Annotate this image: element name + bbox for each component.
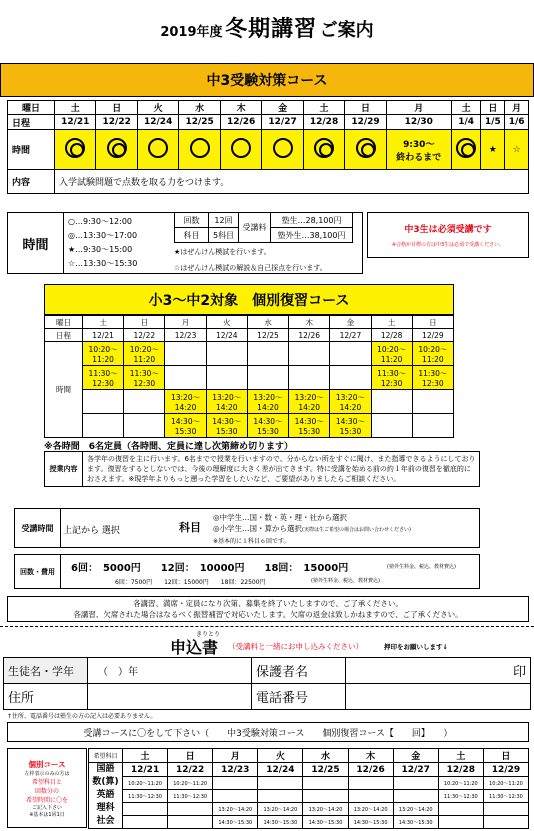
- row-label-time: 時間: [45, 342, 83, 438]
- legend-item: ☆…13:30～15:30: [68, 259, 138, 268]
- row-label-time: 時間: [8, 130, 55, 170]
- weekday-cell: 水: [247, 316, 288, 329]
- slot-option[interactable]: 14:30～15:30: [393, 816, 438, 829]
- weekday-cell: 土: [123, 749, 168, 763]
- slot-cell[interactable]: 13:20～ 14:20: [206, 390, 247, 414]
- date-cell: 12/29: [345, 115, 386, 130]
- course2-time-label: 受講時間: [15, 509, 61, 547]
- guardian-name-label: 保護者名: [252, 658, 346, 684]
- fee-outside: 塾外生…38,100円: [271, 228, 353, 243]
- date-cell: 12/26: [220, 115, 261, 130]
- subject-line-note: (実際は生ご希望の場合はお問い合わせください): [302, 527, 411, 533]
- slot-option[interactable]: 10:20～11:20: [483, 777, 528, 790]
- course1-note-2: ☆はぜんけん模試の解説＆自己採点を行います。: [174, 264, 327, 272]
- side-line: ご記入下さい: [31, 805, 62, 811]
- slot-cell[interactable]: 14:30～ 15:30: [206, 414, 247, 438]
- mark-cell: [451, 130, 481, 170]
- slot-cell[interactable]: 11:30～ 12:30: [83, 366, 124, 390]
- date-cell: 12/25: [179, 115, 220, 130]
- mark-cell: [303, 130, 344, 170]
- form-subtitle: （受講料と一緒にお申し込みください）: [228, 642, 363, 651]
- cut-line: [0, 626, 534, 627]
- empty-slot-cell: [165, 342, 206, 366]
- subject-list-cell[interactable]: [89, 763, 123, 829]
- date-cell: 12/25: [247, 329, 288, 342]
- course2-fees-2: 6回：7500円 12回：15000円 18回：22500円: [115, 579, 266, 586]
- phone-field[interactable]: [346, 684, 531, 710]
- row-label-date: 日程: [8, 115, 55, 130]
- slot-option[interactable]: 13:20～14:20: [303, 803, 348, 816]
- double-circle-icon: [107, 138, 127, 158]
- date-cell: 12/25: [303, 763, 348, 777]
- address-field[interactable]: [88, 684, 252, 710]
- slot-cell[interactable]: 13:20～ 14:20: [330, 390, 371, 414]
- slot-option[interactable]: 14:30～15:30: [348, 816, 393, 829]
- mark-cell: [505, 130, 529, 170]
- weekday-cell: 土: [83, 316, 124, 329]
- weekday-cell: 金: [330, 316, 371, 329]
- date-cell: 12/23: [165, 329, 206, 342]
- empty-slot-cell: [123, 803, 168, 816]
- slot-cell[interactable]: 13:20～ 14:20: [165, 390, 206, 414]
- course1-name: 中3受験対策コース: [206, 73, 328, 89]
- slot-cell[interactable]: 11:30～ 12:30: [371, 366, 412, 390]
- empty-slot-cell: [483, 816, 528, 829]
- subject-head-label: 希望科目: [89, 749, 123, 763]
- row-label-weekday: 曜日: [45, 316, 83, 329]
- empty-slot-cell: [247, 366, 288, 390]
- content-label: 授業内容: [45, 452, 83, 486]
- slot-option[interactable]: 10:20～11:20: [123, 777, 168, 790]
- weekday-cell: 日: [124, 316, 165, 329]
- course1-schedule-table: [7, 100, 529, 194]
- course-choice-box[interactable]: [7, 722, 529, 742]
- course1-note-1: ★はぜんけん模試を行います。: [174, 248, 271, 256]
- course2-fee-box: [14, 554, 480, 589]
- guardian-name-field[interactable]: [346, 658, 531, 684]
- date-cell: 12/28: [371, 329, 412, 342]
- date-cell: 12/22: [96, 115, 137, 130]
- weekday-cell: 金: [262, 101, 303, 115]
- form-title-ruby: きりとり: [196, 631, 221, 638]
- page-title: [0, 12, 534, 43]
- notice-line: 各講習、満席・定員になり次第、募集を終了いたしますので、ご了承ください。: [133, 599, 403, 608]
- slot-cell[interactable]: 13:20～ 14:20: [289, 390, 330, 414]
- date-cell: 12/30: [386, 115, 451, 130]
- course2-name: 小3～中2対象 個別復習コース: [148, 292, 350, 309]
- circle-icon: [148, 138, 168, 158]
- date-cell: 1/4: [451, 115, 481, 130]
- weekday-cell: 金: [393, 749, 438, 763]
- title-year: 2019年度: [160, 25, 223, 40]
- student-name-field[interactable]: [88, 658, 252, 684]
- weekday-cell: 日: [345, 101, 386, 115]
- date-cell: 12/24: [206, 329, 247, 342]
- date-cell: 12/24: [258, 763, 303, 777]
- weekday-cell: 火: [137, 101, 178, 115]
- date-cell: 12/22: [168, 763, 213, 777]
- empty-slot-cell: [303, 790, 348, 803]
- empty-slot-cell: [168, 816, 213, 829]
- weekday-cell: 火: [258, 749, 303, 763]
- date-cell: 12/27: [393, 763, 438, 777]
- date-cell: 12/21: [83, 329, 124, 342]
- empty-slot-cell: [348, 777, 393, 790]
- date-cell: 12/21: [123, 763, 168, 777]
- weekday-cell: 水: [179, 101, 220, 115]
- empty-slot-cell: [165, 366, 206, 390]
- slot-option[interactable]: 13:20～14:20: [348, 803, 393, 816]
- weekday-cell: 月: [505, 101, 529, 115]
- notice-line: 各講習、欠席された場合はなるべく振替補習で対応いたします。欠席の返金は致しかねますので、ご了承ください。: [73, 610, 463, 619]
- weekday-cell: 土: [303, 101, 344, 115]
- date-cell: 12/22: [124, 329, 165, 342]
- count-label: 回数: [175, 213, 209, 228]
- course2-time-subject: [14, 508, 480, 548]
- course2-fee-label: 回数・費用: [15, 555, 61, 588]
- individual-course-side: [7, 748, 87, 828]
- weekday-cell: 木: [289, 316, 330, 329]
- subject-item: 国語: [96, 764, 115, 774]
- application-form: [3, 657, 531, 710]
- must-text: 中3生は必須受講です: [404, 225, 492, 235]
- must-note: ※合格が目標の方は中3生は必須で受講ください。: [391, 242, 505, 248]
- mark-cell: [96, 130, 137, 170]
- mark-cell: [137, 130, 178, 170]
- empty-slot-cell: [412, 390, 453, 414]
- empty-slot-cell: [371, 390, 412, 414]
- slot-option[interactable]: 10:20～11:20: [168, 777, 213, 790]
- title-sub: ご案内: [319, 20, 374, 41]
- slot-option[interactable]: 14:30～15:30: [303, 816, 348, 829]
- row-label-weekday: 曜日: [8, 101, 55, 115]
- empty-slot-cell: [123, 816, 168, 829]
- course-choice-text: 受講コースに〇をして下さい（ 中3受験対策コース 個別復習コース【 回】 ）: [83, 728, 453, 739]
- legend-item: ◎…13:30～17:00: [68, 231, 138, 240]
- double-circle-icon: [456, 138, 476, 158]
- date-cell: 12/23: [213, 763, 258, 777]
- course2-subject-list: [213, 512, 411, 547]
- slot-cell[interactable]: 13:20～ 14:20: [247, 390, 288, 414]
- empty-slot-cell: [124, 390, 165, 414]
- weekday-cell: 土: [438, 749, 483, 763]
- slot-cell[interactable]: 10:20～ 11:20: [124, 342, 165, 366]
- must-box: [367, 212, 529, 258]
- weekday-cell: 木: [348, 749, 393, 763]
- form-footnote: ↑住所、電話番号は塾生の方の記入は必要ありません。: [7, 713, 157, 720]
- time-legend: [68, 215, 137, 271]
- date-cell: 12/27: [330, 329, 371, 342]
- date-cell: 12/27: [262, 115, 303, 130]
- course2-time-value: 上記から 選択: [63, 526, 120, 536]
- weekday-cell: 日: [483, 749, 528, 763]
- title-main: 冬期講習: [225, 17, 318, 42]
- empty-slot-cell: [348, 790, 393, 803]
- empty-slot-cell: [213, 777, 258, 790]
- date-cell: 12/29: [412, 329, 453, 342]
- phone-label: 電話番号: [252, 684, 346, 710]
- subject-line: ◎中学生…国・数・英・理・社から選択: [213, 513, 348, 522]
- weekday-cell: 土: [55, 101, 96, 115]
- slot-cell[interactable]: 10:20～ 11:20: [371, 342, 412, 366]
- date-cell: 1/5: [481, 115, 505, 130]
- subject-item: 数(算): [92, 777, 119, 787]
- date-cell: 12/28: [303, 115, 344, 130]
- subject-item: 理科: [96, 803, 115, 813]
- date-cell: 12/28: [438, 763, 483, 777]
- weekday-cell: 月: [213, 749, 258, 763]
- mark-cell: [55, 130, 96, 170]
- empty-slot-cell: [289, 342, 330, 366]
- course1-count-table: [174, 212, 353, 243]
- slot-cell[interactable]: 10:20～ 11:20: [83, 342, 124, 366]
- slot-option[interactable]: 14:30～15:30: [258, 816, 303, 829]
- seal-mark: 印: [512, 665, 526, 680]
- form-title: 申込書: [170, 638, 219, 657]
- legend-item: ★…9:30～15:00: [68, 245, 133, 254]
- course1-content: 入学試験問題で点数を取る力をつけます。: [55, 170, 529, 194]
- empty-slot-cell: [83, 414, 124, 438]
- capacity-note: ※各時間 6名定員（各時間、定員に達し次第締め切ります）: [44, 442, 294, 452]
- grade-text: （ ）年: [98, 667, 138, 678]
- circle-icon: [190, 138, 210, 158]
- circle-icon: [231, 138, 251, 158]
- slot-option[interactable]: 14:30～15:30: [213, 816, 258, 829]
- slot-option[interactable]: 11:30～12:30: [123, 790, 168, 803]
- side-line: 回数分の: [34, 788, 59, 795]
- course1-details: [7, 212, 363, 274]
- empty-slot-cell: [258, 790, 303, 803]
- row-label-date: 日程: [45, 329, 83, 342]
- course2-fees: 6回： 5000円 12回： 10000円 18回： 15000円: [71, 563, 349, 574]
- course2-banner: [44, 284, 454, 315]
- empty-slot-cell: [206, 366, 247, 390]
- weekday-cell: 火: [206, 316, 247, 329]
- slot-option[interactable]: 11:30～12:30: [483, 790, 528, 803]
- empty-slot-cell: [438, 816, 483, 829]
- empty-slot-cell: [83, 390, 124, 414]
- slot-option[interactable]: 10:20～11:20: [438, 777, 483, 790]
- empty-slot-cell: [168, 803, 213, 816]
- side-line: 希望科目と: [31, 779, 62, 786]
- weekday-cell: 日: [168, 749, 213, 763]
- empty-slot-cell: [393, 777, 438, 790]
- weekday-cell: 月: [165, 316, 206, 329]
- form-subtitle-note: 押印をお願いします↓: [384, 643, 448, 651]
- weekday-cell: 土: [451, 101, 481, 115]
- weekday-cell: 日: [481, 101, 505, 115]
- weekday-cell: 日: [96, 101, 137, 115]
- empty-slot-cell: [483, 803, 528, 816]
- empty-slot-cell: [393, 790, 438, 803]
- subject-item: 英語: [96, 790, 115, 800]
- circle-icon: [273, 138, 293, 158]
- slot-cell[interactable]: 10:20～ 11:20: [412, 342, 453, 366]
- star-icon: ★: [488, 144, 497, 155]
- legend-item: ○…9:30～12:00: [68, 217, 132, 226]
- slot-option[interactable]: 13:20～14:20: [213, 803, 258, 816]
- slot-cell[interactable]: 14:30～ 15:30: [330, 414, 371, 438]
- fee-student: 塾生…28,100円: [271, 213, 353, 228]
- slot-cell[interactable]: 11:30～ 12:30: [412, 366, 453, 390]
- double-circle-icon: [314, 138, 334, 158]
- date-cell: 12/21: [55, 115, 96, 130]
- subject-label: 科目: [175, 228, 209, 243]
- double-circle-icon: [356, 138, 376, 158]
- side-line: 希望時間に〇を: [25, 797, 68, 804]
- fee-label: 受講料: [239, 213, 271, 243]
- date-cell: 1/6: [505, 115, 529, 130]
- slot-cell[interactable]: 14:30～ 15:30: [165, 414, 206, 438]
- course2-subject-label: 科目: [179, 521, 201, 534]
- empty-slot-cell: [289, 366, 330, 390]
- course2-content-box: [44, 451, 480, 487]
- weekday-cell: 月: [386, 101, 451, 115]
- weekday-cell: 日: [412, 316, 453, 329]
- address-label: 住所: [4, 684, 88, 710]
- star-outline-icon: ☆: [512, 144, 521, 155]
- student-name-label: 生徒名・学年: [4, 658, 88, 684]
- weekday-cell: 土: [371, 316, 412, 329]
- empty-slot-cell: [330, 366, 371, 390]
- empty-slot-cell: [412, 414, 453, 438]
- slot-option[interactable]: 13:20～14:20: [258, 803, 303, 816]
- slot-cell[interactable]: 11:30～ 12:30: [124, 366, 165, 390]
- empty-slot-cell: [330, 342, 371, 366]
- count-value: 12回: [209, 213, 239, 228]
- subject-item: 社会: [96, 816, 115, 826]
- slot-cell[interactable]: 14:30～ 15:30: [289, 414, 330, 438]
- course2-content: 各学年の復習を主に行います。6名までで授業を行いますので、分からない所をすぐに聞け、また指導できるようにしております。復習をするとしないでは、今後の理解度に大きく差が出てきます。特に受講を始める前の約１年前の復習を徹底的におさえます。※現学年よりもっと遡った学習をしたいなど、ご要望がありましたらご相談ください。: [87, 455, 476, 483]
- empty-slot-cell: [303, 777, 348, 790]
- subject-line: ◎小学生…国・算から選択: [213, 524, 303, 533]
- slot-option[interactable]: 11:30～12:30: [438, 790, 483, 803]
- weekday-cell: 木: [220, 101, 261, 115]
- row-label-content: 内容: [8, 170, 55, 194]
- empty-slot-cell: [371, 414, 412, 438]
- mark-cell: [481, 130, 505, 170]
- mark-cell: [262, 130, 303, 170]
- date-cell: 12/24: [137, 115, 178, 130]
- course2-schedule-table: [44, 315, 454, 438]
- notices-box: [7, 596, 529, 622]
- side-line: ※基本は1回1日: [29, 812, 65, 818]
- empty-slot-cell: [213, 790, 258, 803]
- empty-slot-cell: [206, 342, 247, 366]
- empty-slot-cell: [438, 803, 483, 816]
- subject-value: 5科目: [209, 228, 239, 243]
- course1-banner: [0, 63, 534, 97]
- course2-fees-2-note: (塾外生料金、税込、教材費込): [311, 578, 380, 584]
- mark-cell: [179, 130, 220, 170]
- side-title: 個別コース: [28, 760, 66, 769]
- date-cell: 12/26: [289, 329, 330, 342]
- empty-slot-cell: [247, 342, 288, 366]
- empty-slot-cell: [258, 777, 303, 790]
- subject-line: ※基本的に１科目６回です。: [213, 538, 290, 545]
- weekday-cell: 水: [303, 749, 348, 763]
- course1-time-label: 時間: [8, 213, 64, 273]
- empty-slot-cell: [124, 414, 165, 438]
- course2-fees-note: (塾外生料金、税込、教材費込): [387, 564, 456, 570]
- mark-cell: [220, 130, 261, 170]
- slot-cell[interactable]: 14:30～ 15:30: [247, 414, 288, 438]
- double-circle-icon: [65, 138, 85, 158]
- mark-cell: [345, 130, 386, 170]
- side-line: 左枠表示のみの方は: [24, 771, 70, 777]
- slot-option[interactable]: 13:20～14:20: [393, 803, 438, 816]
- slot-option[interactable]: 11:30～12:30: [168, 790, 213, 803]
- date-cell: 12/26: [348, 763, 393, 777]
- dec30-time-text: 9:30～ 終わるまで: [386, 130, 451, 170]
- individual-course-grid: [88, 748, 529, 829]
- date-cell: 12/29: [483, 763, 528, 777]
